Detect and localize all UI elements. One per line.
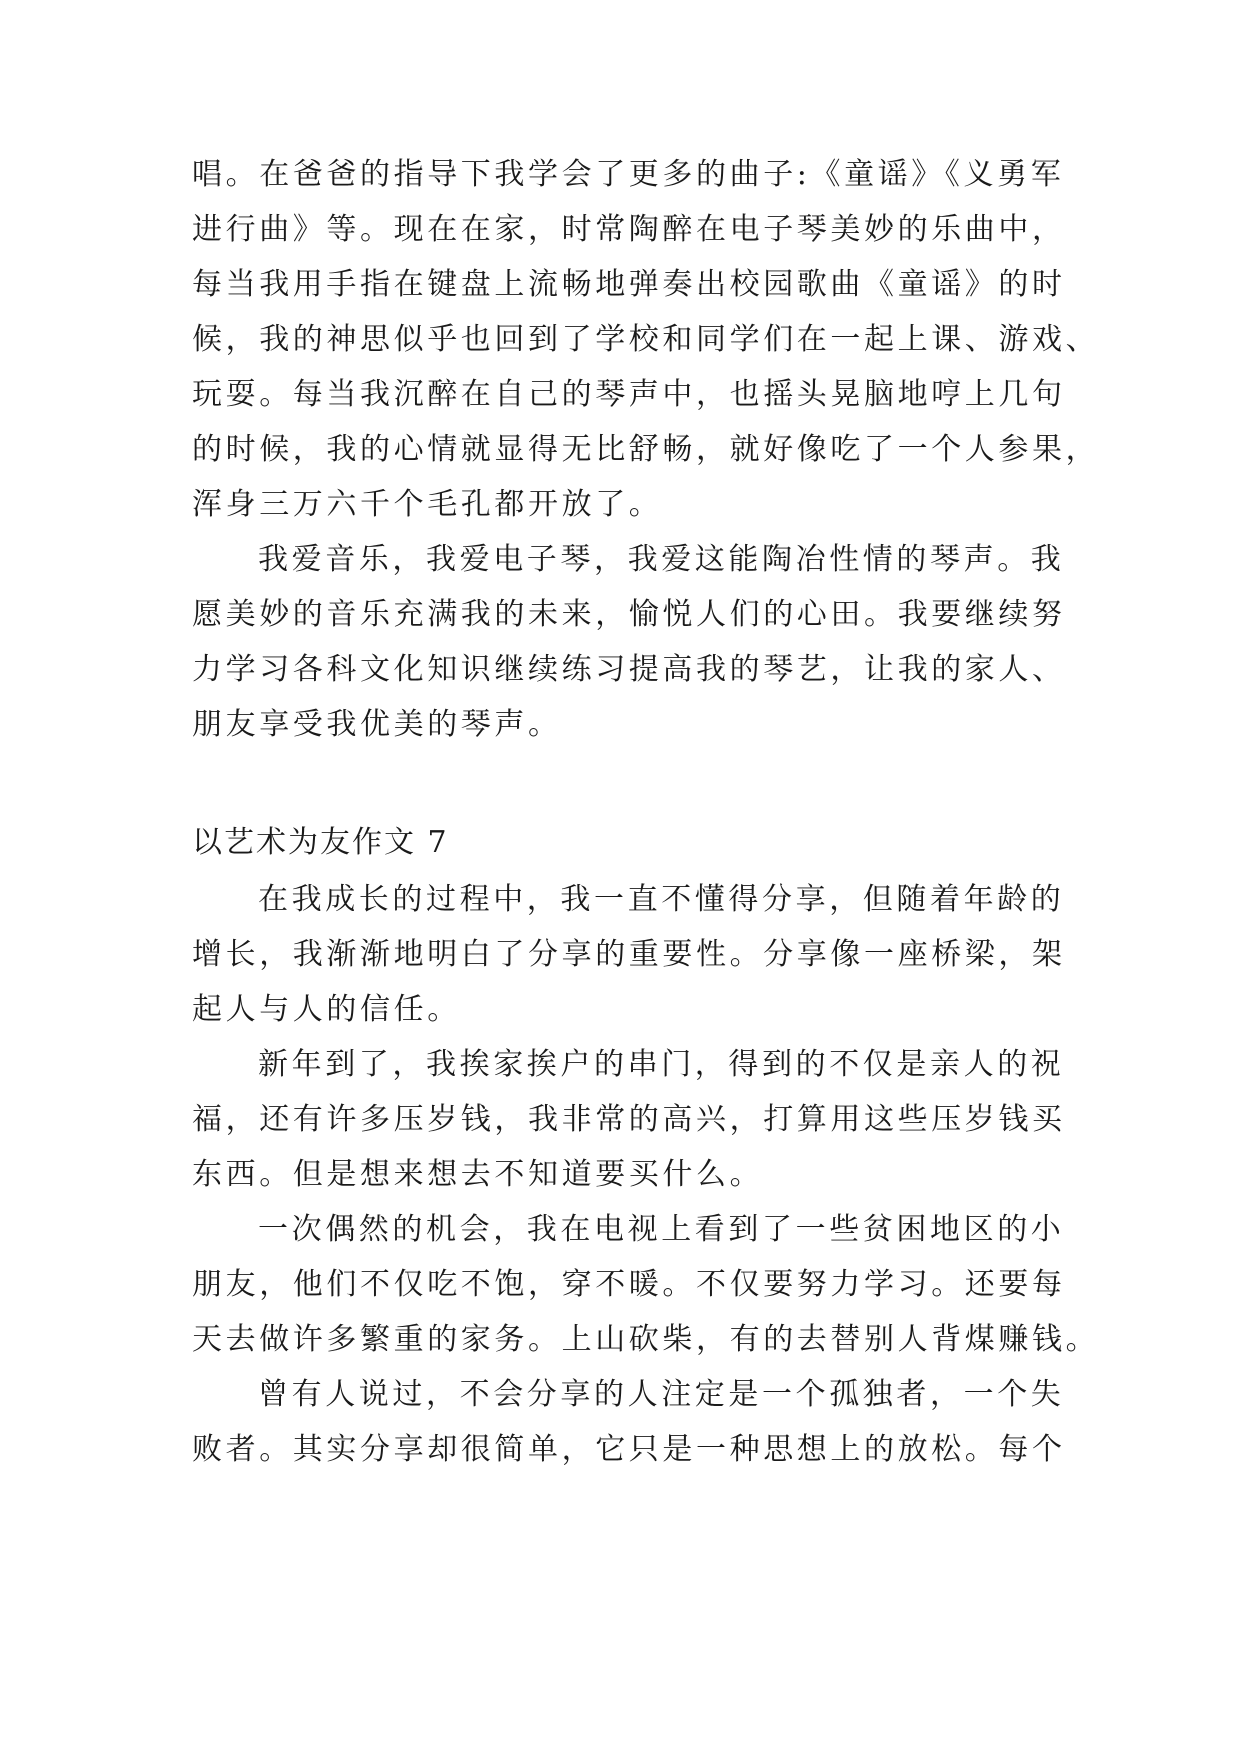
paragraph-line: 东西。但是想来想去不知道要买什么。 [192, 1157, 764, 1192]
paragraph-line: 力学习各科文化知识继续练习提高我的琴艺，让我的家人、 [192, 652, 1066, 687]
paragraph-line: 一次偶然的机会，我在电视上看到了一些贫困地区的小 [258, 1212, 1065, 1247]
paragraph-line: 愿美妙的音乐充满我的未来，愉悦人们的心田。我要继续努 [192, 597, 1066, 632]
paragraph-line: 每当我用手指在键盘上流畅地弹奏出校园歌曲《童谣》的时 [192, 267, 1066, 302]
paragraph-line: 进行曲》等。现在在家，时常陶醉在电子琴美妙的乐曲中， [192, 212, 1066, 247]
paragraph-line: 在我成长的过程中，我一直不懂得分享，但随着年龄的 [258, 882, 1065, 917]
paragraph-line: 我爱音乐，我爱电子琴，我爱这能陶冶性情的琴声。我 [258, 542, 1065, 577]
paragraph-line: 朋友，他们不仅吃不饱，穿不暖。不仅要努力学习。还要每 [192, 1267, 1066, 1302]
paragraph-line: 增长，我渐渐地明白了分享的重要性。分享像一座桥梁，架 [192, 937, 1066, 972]
paragraph-line: 新年到了，我挨家挨户的串门，得到的不仅是亲人的祝 [258, 1047, 1065, 1082]
paragraph-line: 起人与人的信任。 [192, 992, 461, 1027]
essay-title: 以艺术为友作文 7 [192, 825, 449, 860]
paragraph-line: 败者。其实分享却很简单，它只是一种思想上的放松。每个 [192, 1432, 1066, 1467]
paragraph-line: 浑身三万六千个毛孔都开放了。 [192, 487, 663, 522]
paragraph-line: 玩耍。每当我沉醉在自己的琴声中，也摇头晃脑地哼上几句 [192, 377, 1066, 412]
paragraph-line: 曾有人说过，不会分享的人注定是一个孤独者，一个失 [258, 1377, 1065, 1412]
paragraph-line: 候，我的神思似乎也回到了学校和同学们在一起上课、游戏、 [192, 322, 1100, 357]
paragraph-line: 天去做许多繁重的家务。上山砍柴，有的去替别人背煤赚钱。 [192, 1322, 1100, 1357]
paragraph-line: 福，还有许多压岁钱，我非常的高兴，打算用这些压岁钱买 [192, 1102, 1066, 1137]
paragraph-line: 朋友享受我优美的琴声。 [192, 707, 562, 742]
paragraph-line: 唱。在爸爸的指导下我学会了更多的曲子:《童谣》《义勇军 [192, 157, 1065, 192]
paragraph-line: 的时候，我的心情就显得无比舒畅，就好像吃了一个人参果， [192, 432, 1100, 467]
